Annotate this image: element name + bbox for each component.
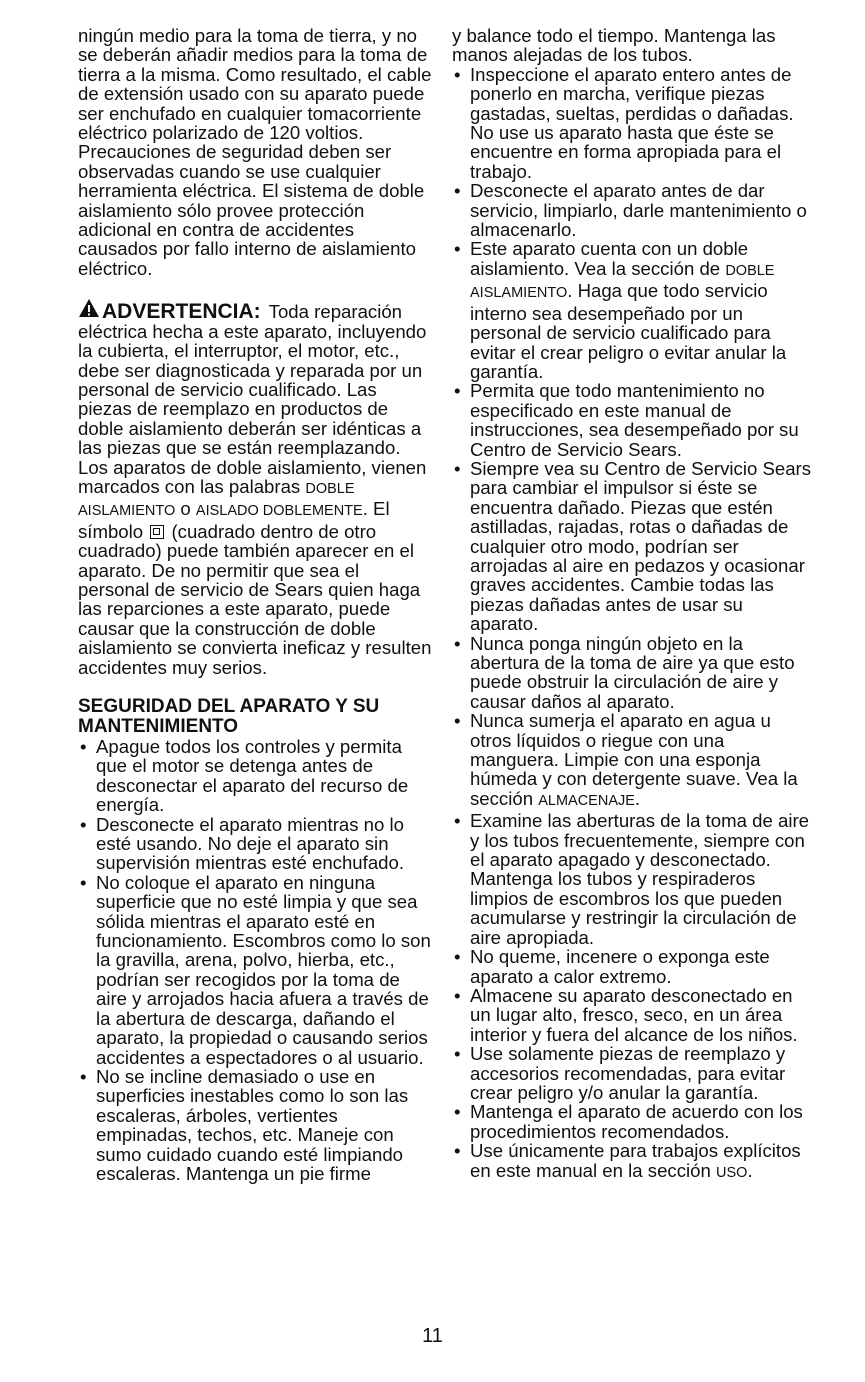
list-item-text: . <box>747 1159 753 1181</box>
list-item <box>452 711 812 811</box>
continuation-paragraph: y balance todo el tiempo. Mantenga las manos alejadas de los tubos. <box>452 25 776 66</box>
list-item-text: Inspeccione el aparato entero antes de ponerlo en marcha, verifique piezas gastadas, sueltas, perdidas o dañadas. No use us aparato hasta que éste se encuentre en forma apropiada para el trabajo. <box>470 63 794 182</box>
list-item <box>452 239 812 381</box>
use-term: USO <box>716 1164 748 1181</box>
list-item-text: Use únicamente para trabajos explícitos en este manual en la sección <box>470 1140 801 1181</box>
list-item <box>452 986 812 1044</box>
list-item-text: Nunca sumerja el aparato en agua u otros líquidos o riegue con una manguera. Limpie con una esponja húmeda y con detergente suave. Vea la sección <box>470 710 798 809</box>
list-item-text: Este aparato cuenta con un doble aislamiento. Vea la sección de <box>470 238 749 279</box>
double-insulation-term: DOBLE AISLAMIENTO <box>470 262 775 302</box>
left-column <box>78 26 433 1183</box>
warning-heading <box>78 298 269 324</box>
list-item-text: Mantenga el aparato de acuerdo con los procedimientos recomendados. <box>470 1101 803 1142</box>
list-item-text: . <box>634 787 641 809</box>
warning-label: ADVERTENCIA: <box>102 300 261 324</box>
warning-text-2: o <box>180 498 191 520</box>
list-item-text: . Haga que todo servicio interno sea desempeñado por un personal de servicio cualificado para evitar el crear peligro o evitar anular la garantía. <box>470 280 787 382</box>
list-item: • No coloque el aparato en ninguna superficie que no esté limpia y que sea sólida mientras el aparato esté en funcionamiento. Escombros como lo son la gravilla, arena, polvo, hierba, etc., podrían ser recogidos por la toma de aire y arrojados hacia afuera a través de la abertura de descarga, dañando el aparato, la propiedad o causando serios accidentes a espectadores o al usuario. <box>78 873 433 1067</box>
list-item: • Desconecte el aparato mientras no lo esté usando. No deje el aparato sin supervisión mientras esté enchufado. <box>78 815 433 873</box>
right-bullet-list <box>452 65 812 1183</box>
list-item <box>452 1141 812 1183</box>
warning-triangle-icon <box>78 298 100 318</box>
right-column <box>452 26 812 1183</box>
list-item <box>452 459 812 634</box>
storage-term: ALMACENAJE <box>538 792 635 809</box>
double-insulation-term: DOBLE AISLAMIENTO <box>78 480 355 520</box>
page-number: 11 <box>422 1325 443 1347</box>
list-item-text: Almacene su aparato desconectado en un lugar alto, fresco, seco, en un área interior y fuera del alcance de los niños. <box>470 984 798 1045</box>
warning-paragraph <box>78 298 433 677</box>
list-item-text: Nunca ponga ningún objeto en la abertura de la toma de aire ya que esto puede obstruir la circulación de aire y causar daños al aparato. <box>470 632 795 712</box>
warning-text-4: (cuadrado dentro de otro cuadrado) puede también aparecer en el aparato. De no permitir que sea el personal de servicio de Sears quien haga las reparciones a este aparato, puede causar que la construcción de doble aislamiento se convierta ineficaz y resulten accidentes muy serios. <box>78 520 432 678</box>
intro-paragraph: ningún medio para la toma de tierra, y no se deberán añadir medios para la toma de tierra a la misma. Como resultado, el cable de extensión usado con su aparato puede ser enchufado en cualquier tomacorriente eléctrico polarizado de 120 voltios. Precauciones de seguridad deben ser observadas cuando se use cualquier herramienta eléctrica. El sistema de doble aislamiento sólo provee protección adicional en contra de accidentes causados por fallo interno de aislamiento eléctrico. <box>78 25 432 279</box>
warning-text-3: . El símbolo <box>78 498 390 542</box>
list-item <box>452 811 812 947</box>
list-item-text: Siempre vea su Centro de Servicio Sears para cambiar el impulsor si éste se encuentra dañado. Piezas que estén astilladas, rajadas, rotas o dañadas de cualquier otro modo, podrían ser arrojadas al aire en pedazos y ocasionar graves accidentes. Cambie todas las piezas dañadas antes de usar su aparato. <box>470 457 812 635</box>
warning-block <box>78 298 433 677</box>
list-item-text: No queme, incenere o exponga este aparato a calor extremo. <box>470 946 770 987</box>
list-item-text: Examine las aberturas de la toma de aire y los tubos frecuentemente, siempre con el aparato apagado y desconectado. Mantenga los tubos y respiraderos limpios de escombros los que pueden acumularse y restringir la circulación de aire apropiada. <box>470 810 809 948</box>
section-heading: SEGURIDAD DEL APARATO Y SU MANTENIMIENTO <box>78 696 380 737</box>
list-item <box>452 947 812 986</box>
list-item <box>452 65 812 181</box>
list-item-text: Use solamente piezas de reemplazo y accesorios recomendadas, para evitar crear peligro y/o anular la garantía. <box>470 1043 786 1103</box>
double-insulation-square-icon <box>150 525 164 539</box>
list-item: • Apague todos los controles y permita que el motor se detenga antes de desconectar el aparato del recurso de energía. <box>78 737 433 815</box>
double-insulated-term: AISLADO DOBLEMENTE <box>195 503 363 520</box>
list-item: • No se incline demasiado o use en superficies inestables como lo son las escaleras, árboles, vertientes empinadas, techos, etc. Maneje con sumo cuidado cuando esté limpiando escaleras. Mantenga un pie firme <box>78 1067 433 1183</box>
list-item-text: Desconecte el aparato antes de dar servicio, limpiarlo, darle mantenimiento o almacenarlo. <box>470 180 807 241</box>
list-item-text: Permita que todo mantenimiento no especificado en este manual de instrucciones, sea desempeñado por su Centro de Servicio Sears. <box>470 380 799 460</box>
list-item <box>452 181 812 239</box>
list-item <box>452 1044 812 1102</box>
list-item <box>452 381 812 459</box>
list-item <box>452 634 812 712</box>
list-item <box>452 1102 812 1141</box>
warning-text-1: Toda reparación eléctrica hecha a este aparato, incluyendo la cubierta, el interruptor, el motor, etc., debe ser diagnosticada y reparada por un personal de servicio cualificado. Las piezas de reemplazo en productos de doble aislamiento deberán ser idénticas a las piezas que se están reemplazando. Los aparatos de doble aislamiento, vienen marcados con las palabras <box>78 301 427 497</box>
left-bullet-list <box>78 737 433 1183</box>
